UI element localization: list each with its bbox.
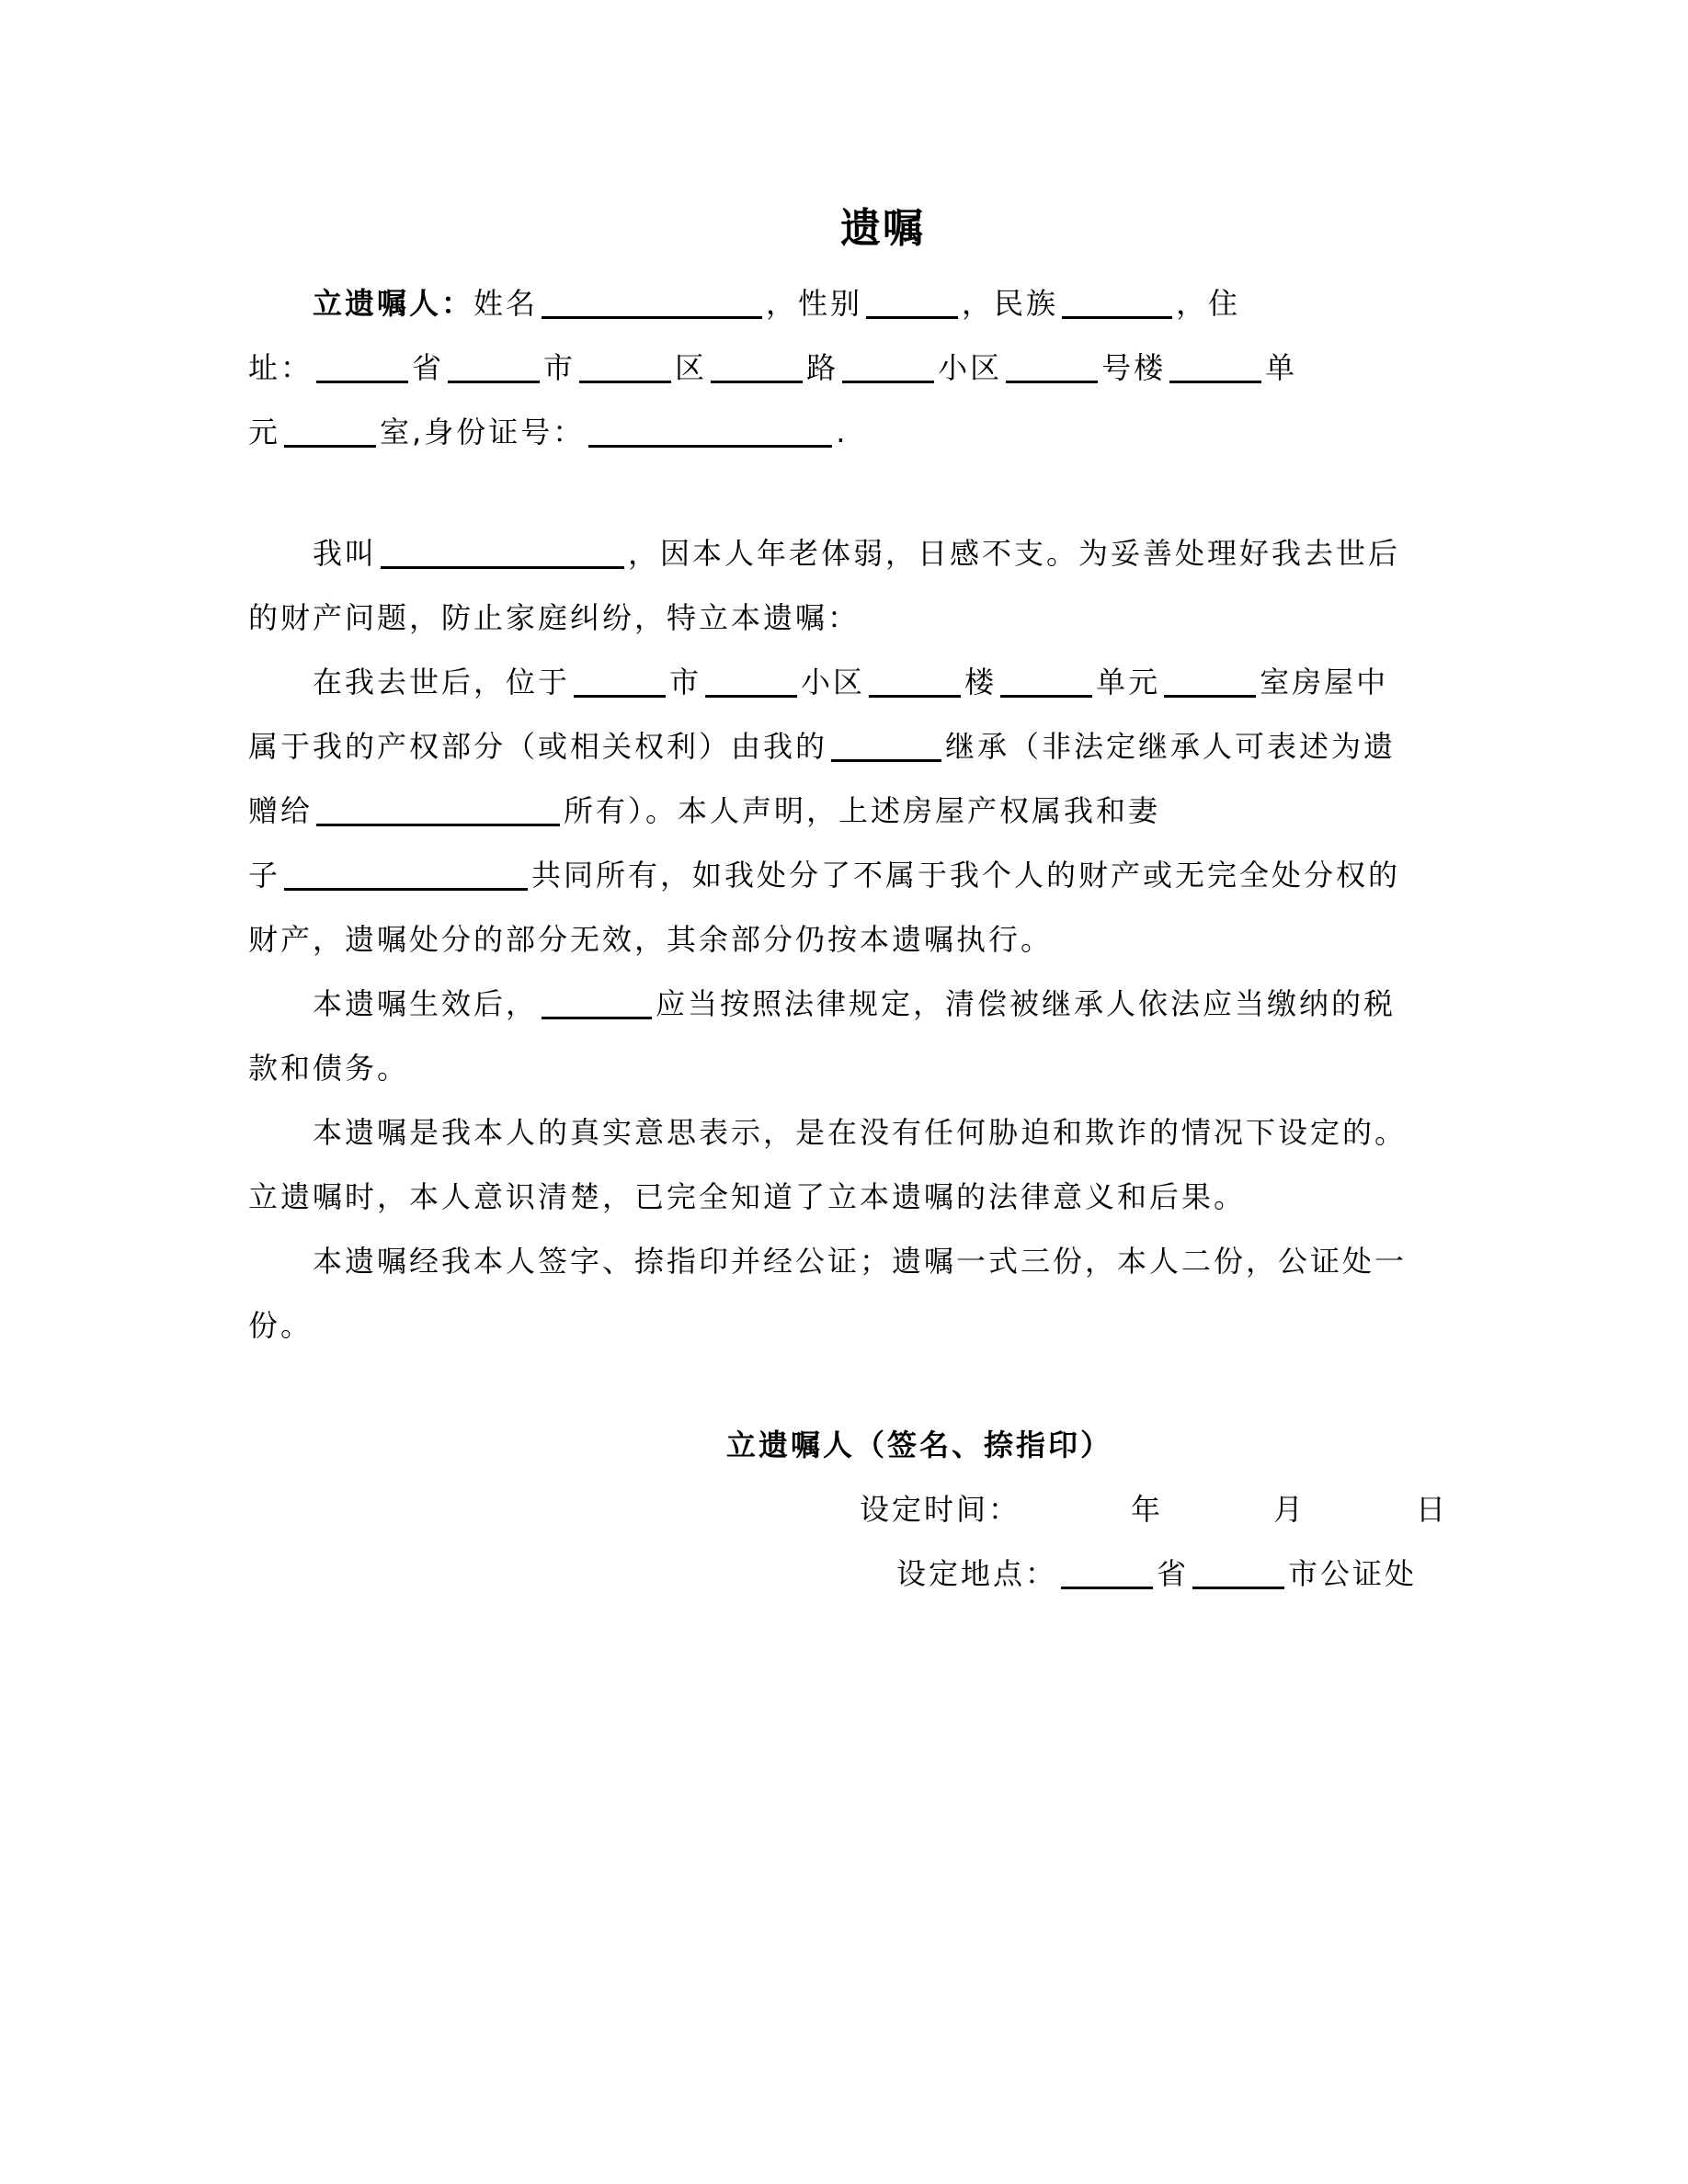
room-blank[interactable] (284, 417, 376, 448)
testator-label: 立遗嘱人： (313, 286, 474, 321)
p2-floor: 楼 (964, 665, 998, 700)
p2-unit: 单元 (1096, 665, 1161, 700)
road-blank[interactable] (711, 353, 803, 383)
signer-label: 立遗嘱人（签名、捺指印） (726, 1428, 1113, 1462)
p4-line-1: 本遗嘱是我本人的真实意思表示，是在没有任何胁迫和欺诈的情况下设定的。 (313, 1115, 1408, 1150)
month-label: 月 (1273, 1492, 1306, 1527)
room-id-label: 室,身份证号： (380, 415, 586, 449)
p3-a: 本遗嘱生效后， (313, 986, 539, 1021)
district-blank[interactable] (579, 353, 671, 383)
building-label: 号楼 (1101, 350, 1167, 385)
building-blank[interactable] (1006, 353, 1098, 383)
spouse-name-blank[interactable] (284, 860, 528, 891)
p2-line3-a: 赠给 (248, 793, 314, 828)
address-label-cont: 址： (248, 350, 314, 385)
district-label: 区 (675, 350, 708, 385)
p2-community: 小区 (801, 665, 866, 700)
province-blank[interactable] (316, 353, 408, 383)
executor-blank[interactable] (542, 989, 652, 1019)
day-label: 日 (1416, 1492, 1449, 1527)
community-label: 小区 (938, 350, 1003, 385)
p2-line-3 (248, 792, 1160, 829)
ethnicity-blank[interactable] (1062, 289, 1172, 319)
p3-line-2: 款和债务。 (248, 1051, 410, 1086)
p2-line4-a: 子 (248, 858, 281, 893)
p2-line-4 (248, 857, 1400, 893)
p1-line-2: 的财产问题，防止家庭纠纷，特立本遗嘱： (248, 600, 861, 635)
p2-line-1 (313, 664, 1388, 700)
unit-label-end: 元 (248, 415, 281, 449)
heir-blank[interactable] (831, 732, 941, 762)
house-unit-blank[interactable] (1000, 667, 1092, 698)
period: . (836, 415, 849, 449)
province-label: 省 (412, 350, 445, 385)
p1-rest: ，因本人年老体弱，日感不支。为妥善处理好我去世后 (628, 536, 1401, 571)
date-label: 设定时间： (860, 1492, 1021, 1527)
p2-a: 在我去世后，位于 (313, 665, 571, 700)
house-city-blank[interactable] (574, 667, 666, 698)
bequest-recipient-blank[interactable] (316, 796, 560, 826)
p4-line-2: 立遗嘱时，本人意识清楚，已完全知道了立本遗嘱的法律意义和后果。 (248, 1179, 1247, 1214)
p2-city: 市 (669, 665, 702, 700)
city-blank[interactable] (448, 353, 540, 383)
document-title: 遗嘱 (840, 205, 925, 252)
house-floor-blank[interactable] (869, 667, 961, 698)
name-label: 姓名 (473, 286, 539, 321)
house-community-blank[interactable] (705, 667, 797, 698)
name-blank[interactable] (542, 289, 762, 319)
p1-start: 我叫 (313, 536, 378, 571)
testator-line-1 (313, 285, 1240, 322)
p2-line3-b: 所有）。本人声明，上述房屋产权属我和妻 (564, 793, 1161, 828)
community-blank[interactable] (842, 353, 934, 383)
city-label: 市 (543, 350, 576, 385)
place-province-blank[interactable] (1061, 1559, 1153, 1589)
p2-line-5: 财产，遗嘱处分的部分无效，其余部分仍按本遗嘱执行。 (248, 922, 1054, 957)
place-notary-label: 市公证处 (1288, 1556, 1418, 1591)
place-province-label: 省 (1157, 1556, 1190, 1591)
road-label: 路 (806, 350, 839, 385)
unit-blank[interactable] (1169, 353, 1261, 383)
unit-label-start: 单 (1265, 350, 1298, 385)
p3-b: 应当按照法律规定，清偿被继承人依法应当缴纳的税 (656, 986, 1397, 1021)
p3-line-1 (313, 985, 1396, 1022)
place-label: 设定地点： (896, 1556, 1058, 1591)
address-label-start: ，住 (1176, 286, 1241, 321)
year-label: 年 (1131, 1492, 1164, 1527)
ethnicity-label: ，民族 (962, 286, 1059, 321)
p2-line2-b: 继承（非法定继承人可表述为遗 (945, 729, 1397, 764)
place-city-blank[interactable] (1192, 1559, 1284, 1589)
gender-label: ，性别 (766, 286, 863, 321)
date-line (860, 1491, 1448, 1528)
p2-line4-b: 共同所有，如我处分了不属于我个人的财产或无完全处分权的 (531, 858, 1401, 893)
gender-blank[interactable] (866, 289, 958, 319)
p2-line-2 (248, 728, 1396, 765)
house-room-blank[interactable] (1164, 667, 1256, 698)
testator-line-3 (248, 414, 848, 450)
p2-room: 室房屋中 (1260, 665, 1389, 700)
testator-line-2 (248, 349, 1297, 386)
p5-line-1: 本遗嘱经我本人签字、捺指印并经公证；遗嘱一式三份，本人二份，公证处一 (313, 1244, 1408, 1279)
place-line (896, 1555, 1417, 1592)
p1-line-1 (313, 535, 1400, 572)
id-number-blank[interactable] (588, 417, 832, 448)
self-name-blank[interactable] (381, 539, 624, 569)
p5-line-2: 份。 (248, 1308, 314, 1343)
p2-line2-a: 属于我的产权部分（或相关权利）由我的 (248, 729, 828, 764)
